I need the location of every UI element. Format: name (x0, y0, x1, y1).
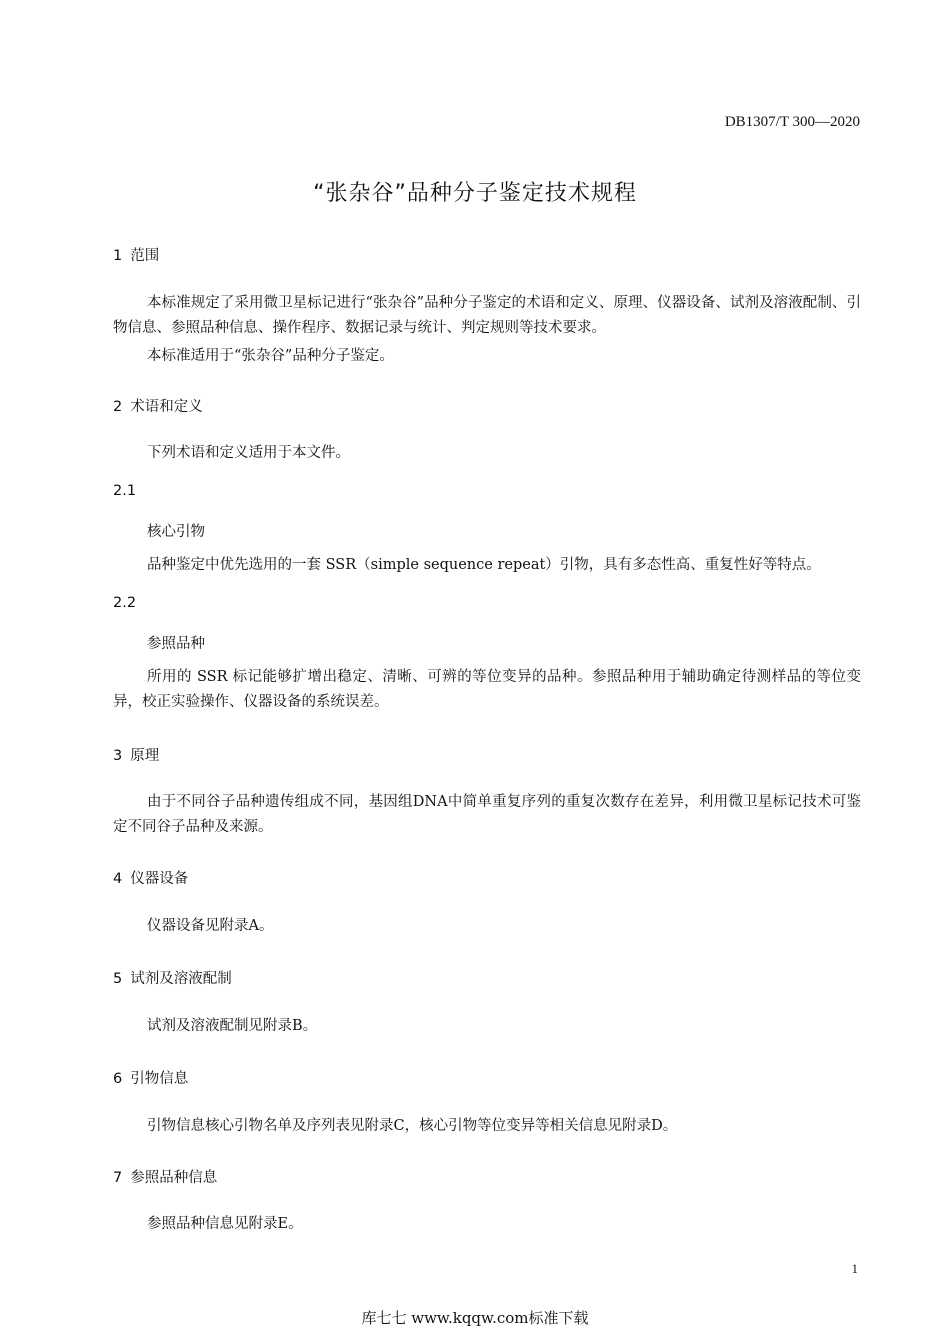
section-6-paragraph-1: 引物信息核心引物名单及序列表见附录C，核心引物等位变异等相关信息见附录D。 (147, 1118, 678, 1134)
section-number: 2 (113, 399, 123, 415)
section-number: 6 (113, 1071, 123, 1087)
section-1-paragraph-1: 本标准规定了采用微卫星标记进行“张杂谷”品种分子鉴定的术语和定义、原理、仪器设备、试剂及溶液配制、引物信息、参照品种信息、操作程序、数据记录与统计、判定规则等技术要求。 (113, 295, 861, 336)
term-2-2-definition: 所用的 SSR 标记能够扩增出稳定、清晰、可辨的等位变异的品种。参照品种用于辅助确定待测样品的等位变异，校正实验操作、仪器设备的系统误差。 (113, 669, 861, 710)
section-title: 原理 (130, 748, 160, 764)
section-title: 试剂及溶液配制 (130, 971, 232, 987)
term-2-1-definition: 品种鉴定中优先选用的一套 SSR（simple sequence repeat）引物，具有多态性高、重复性好等特点。 (147, 557, 821, 573)
section-3-heading (113, 744, 159, 765)
section-3-paragraph-1: 由于不同谷子品种遗传组成不同，基因组DNA中简单重复序列的重复次数存在差异，利用微卫星标记技术可鉴定不同谷子品种及来源。 (113, 794, 861, 835)
section-4-paragraph-1: 仪器设备见附录A。 (147, 918, 274, 934)
section-5-paragraph-1: 试剂及溶液配制见附录B。 (147, 1018, 318, 1034)
section-title: 仪器设备 (130, 871, 189, 887)
term-2-2-name: 参照品种 (147, 636, 205, 652)
section-5-heading (113, 967, 232, 988)
section-title: 范围 (130, 248, 160, 264)
section-6-heading (113, 1067, 188, 1088)
section-7-heading (113, 1166, 217, 1187)
page-number: 1 (851, 1261, 858, 1276)
section-1-heading (113, 244, 159, 265)
section-7-paragraph-1: 参照品种信息见附录E。 (147, 1216, 303, 1232)
section-2-paragraph-1: 下列术语和定义适用于本文件。 (147, 445, 350, 461)
section-title: 参照品种信息 (130, 1170, 218, 1186)
term-2-1-name: 核心引物 (147, 524, 205, 540)
section-title: 术语和定义 (130, 399, 203, 415)
section-number: 4 (113, 871, 123, 887)
document-title: “张杂谷”品种分子鉴定技术规程 (313, 181, 637, 206)
section-4-heading (113, 867, 188, 888)
section-number: 3 (113, 748, 123, 764)
section-number: 5 (113, 971, 123, 987)
term-2-1-number: 2.1 (113, 483, 137, 499)
section-2-heading (113, 395, 203, 416)
section-number: 7 (113, 1170, 123, 1186)
document-code: DB1307/T 300—2020 (724, 114, 860, 130)
footer-watermark-text: 库七七 www.kqqw.com标准下载 (361, 1309, 589, 1327)
term-2-2-number: 2.2 (113, 595, 137, 611)
section-title: 引物信息 (130, 1071, 189, 1087)
section-number: 1 (113, 248, 123, 264)
section-1-paragraph-2: 本标准适用于“张杂谷”品种分子鉴定。 (147, 348, 394, 364)
